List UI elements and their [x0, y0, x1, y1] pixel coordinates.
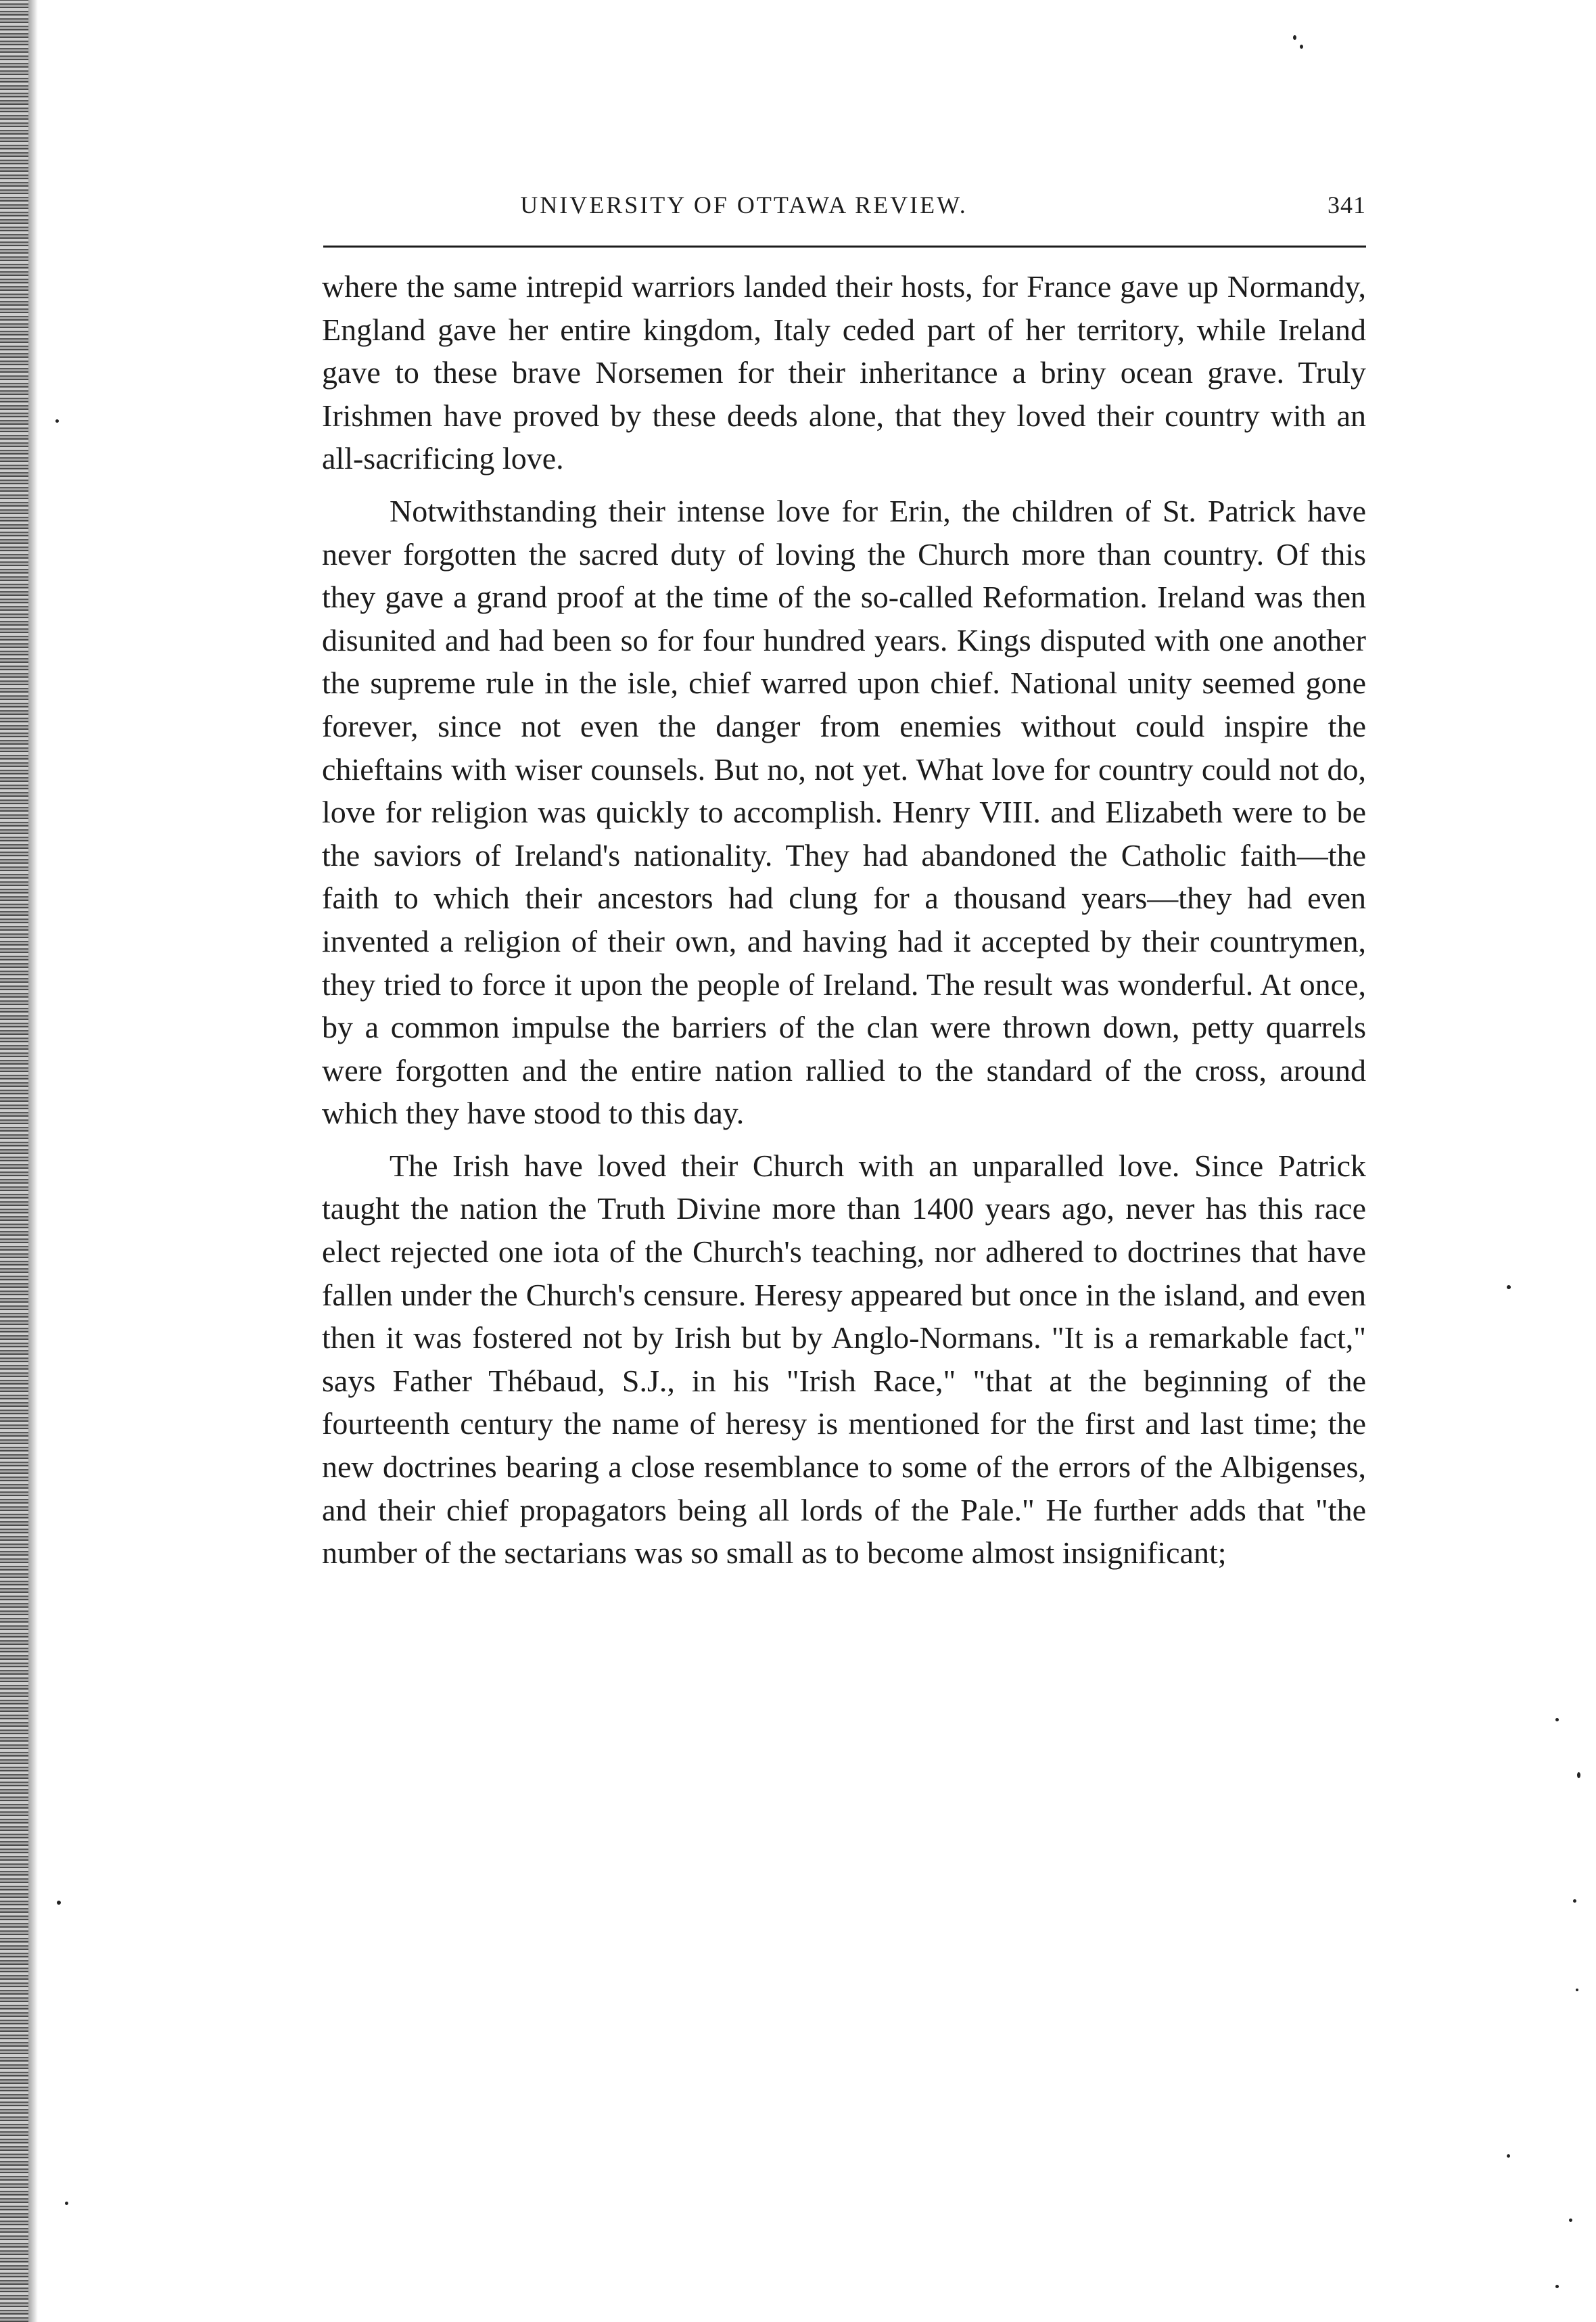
paragraph-continued: where the same intrepid warriors landed their hosts, for France gave up Normandy, England gave her entire kingdom, Italy ceded part of her territory, while Ireland gave to these brave Norsemen for their inheritance a briny ocean grave. Truly Irishmen have proved by these deeds alone, that they loved their country with an all-sacrificing love.	[322, 269, 1366, 476]
scan-speck	[1555, 2285, 1559, 2288]
scan-speck	[55, 419, 59, 423]
scan-speck	[1573, 1899, 1576, 1903]
paragraph: Notwithstanding their intense love for Erin, the children of St. Patrick have never forgotten the sacred duty of loving the Church more than country. Of this they gave a grand proof at the time of the so-called Reformation. Ireland was then disunited and had been so for four hundred years. Kings disputed with one another the supreme rule in the isle, chief warred upon chief. National unity seemed gone forever, since not even the danger from enemies without could inspire the chieftains with wiser counsels. But no, not yet. What love for country could not do, love for religion was quickly to accomplish. Henry VIII. and Elizabeth were to be the saviors of Ireland's nationality. They had abandoned the Catholic faith—the faith to which their ancestors had clung for a thousand years—they had even invented a religion of their own, and having had it accepted by their countrymen, they tried to force it upon the people of Ireland. The result was wonderful. At once, by a common impulse the barriers of the clan were thrown down, petty quarrels were forgotten and the entire nation rallied to the standard of the cross, around which they have stood to this day.	[322, 493, 1366, 1131]
scan-speck	[1300, 45, 1303, 49]
page-number: 341	[1328, 191, 1366, 218]
scan-speck	[65, 2202, 68, 2205]
scan-speck	[57, 1901, 61, 1905]
scan-speck	[1577, 1772, 1580, 1778]
article-body	[322, 265, 1366, 2267]
header-rule	[323, 246, 1366, 248]
scan-speck	[1576, 1989, 1578, 1991]
scan-binding-shadow	[28, 0, 38, 2322]
running-title: UNIVERSITY OF OTTAWA REVIEW.	[520, 191, 968, 218]
scan-speck	[1569, 2219, 1572, 2222]
scan-speck	[1507, 2154, 1510, 2158]
scan-speck	[1293, 35, 1296, 40]
scan-speck	[1507, 1285, 1511, 1289]
page-header	[318, 191, 1366, 231]
paragraph: The Irish have loved their Church with an unparalled love. Since Patrick taught the nation the Truth Divine more than 1400 years ago, never has this race elect rejected one iota of the Church's teaching, nor adhered to doctrines that have fallen under the Church's censure. Heresy appeared but once in the island, and even then it was fostered not by Irish but by Anglo-Normans. "It is a remarkable fact," says Father Thébaud, S.J., in his "Irish Race," "that at the beginning of the fourteenth century the name of heresy is mentioned for the first and last time; the new doctrines bearing a close resemblance to some of the errors of the Albigenses, and their chief propagators being all lords of the Pale." He further adds that "the number of the sectarians was so small as to become almost insignificant;	[322, 1148, 1366, 1571]
scan-binding-edge	[0, 0, 28, 2322]
scan-speck	[1555, 1718, 1559, 1721]
